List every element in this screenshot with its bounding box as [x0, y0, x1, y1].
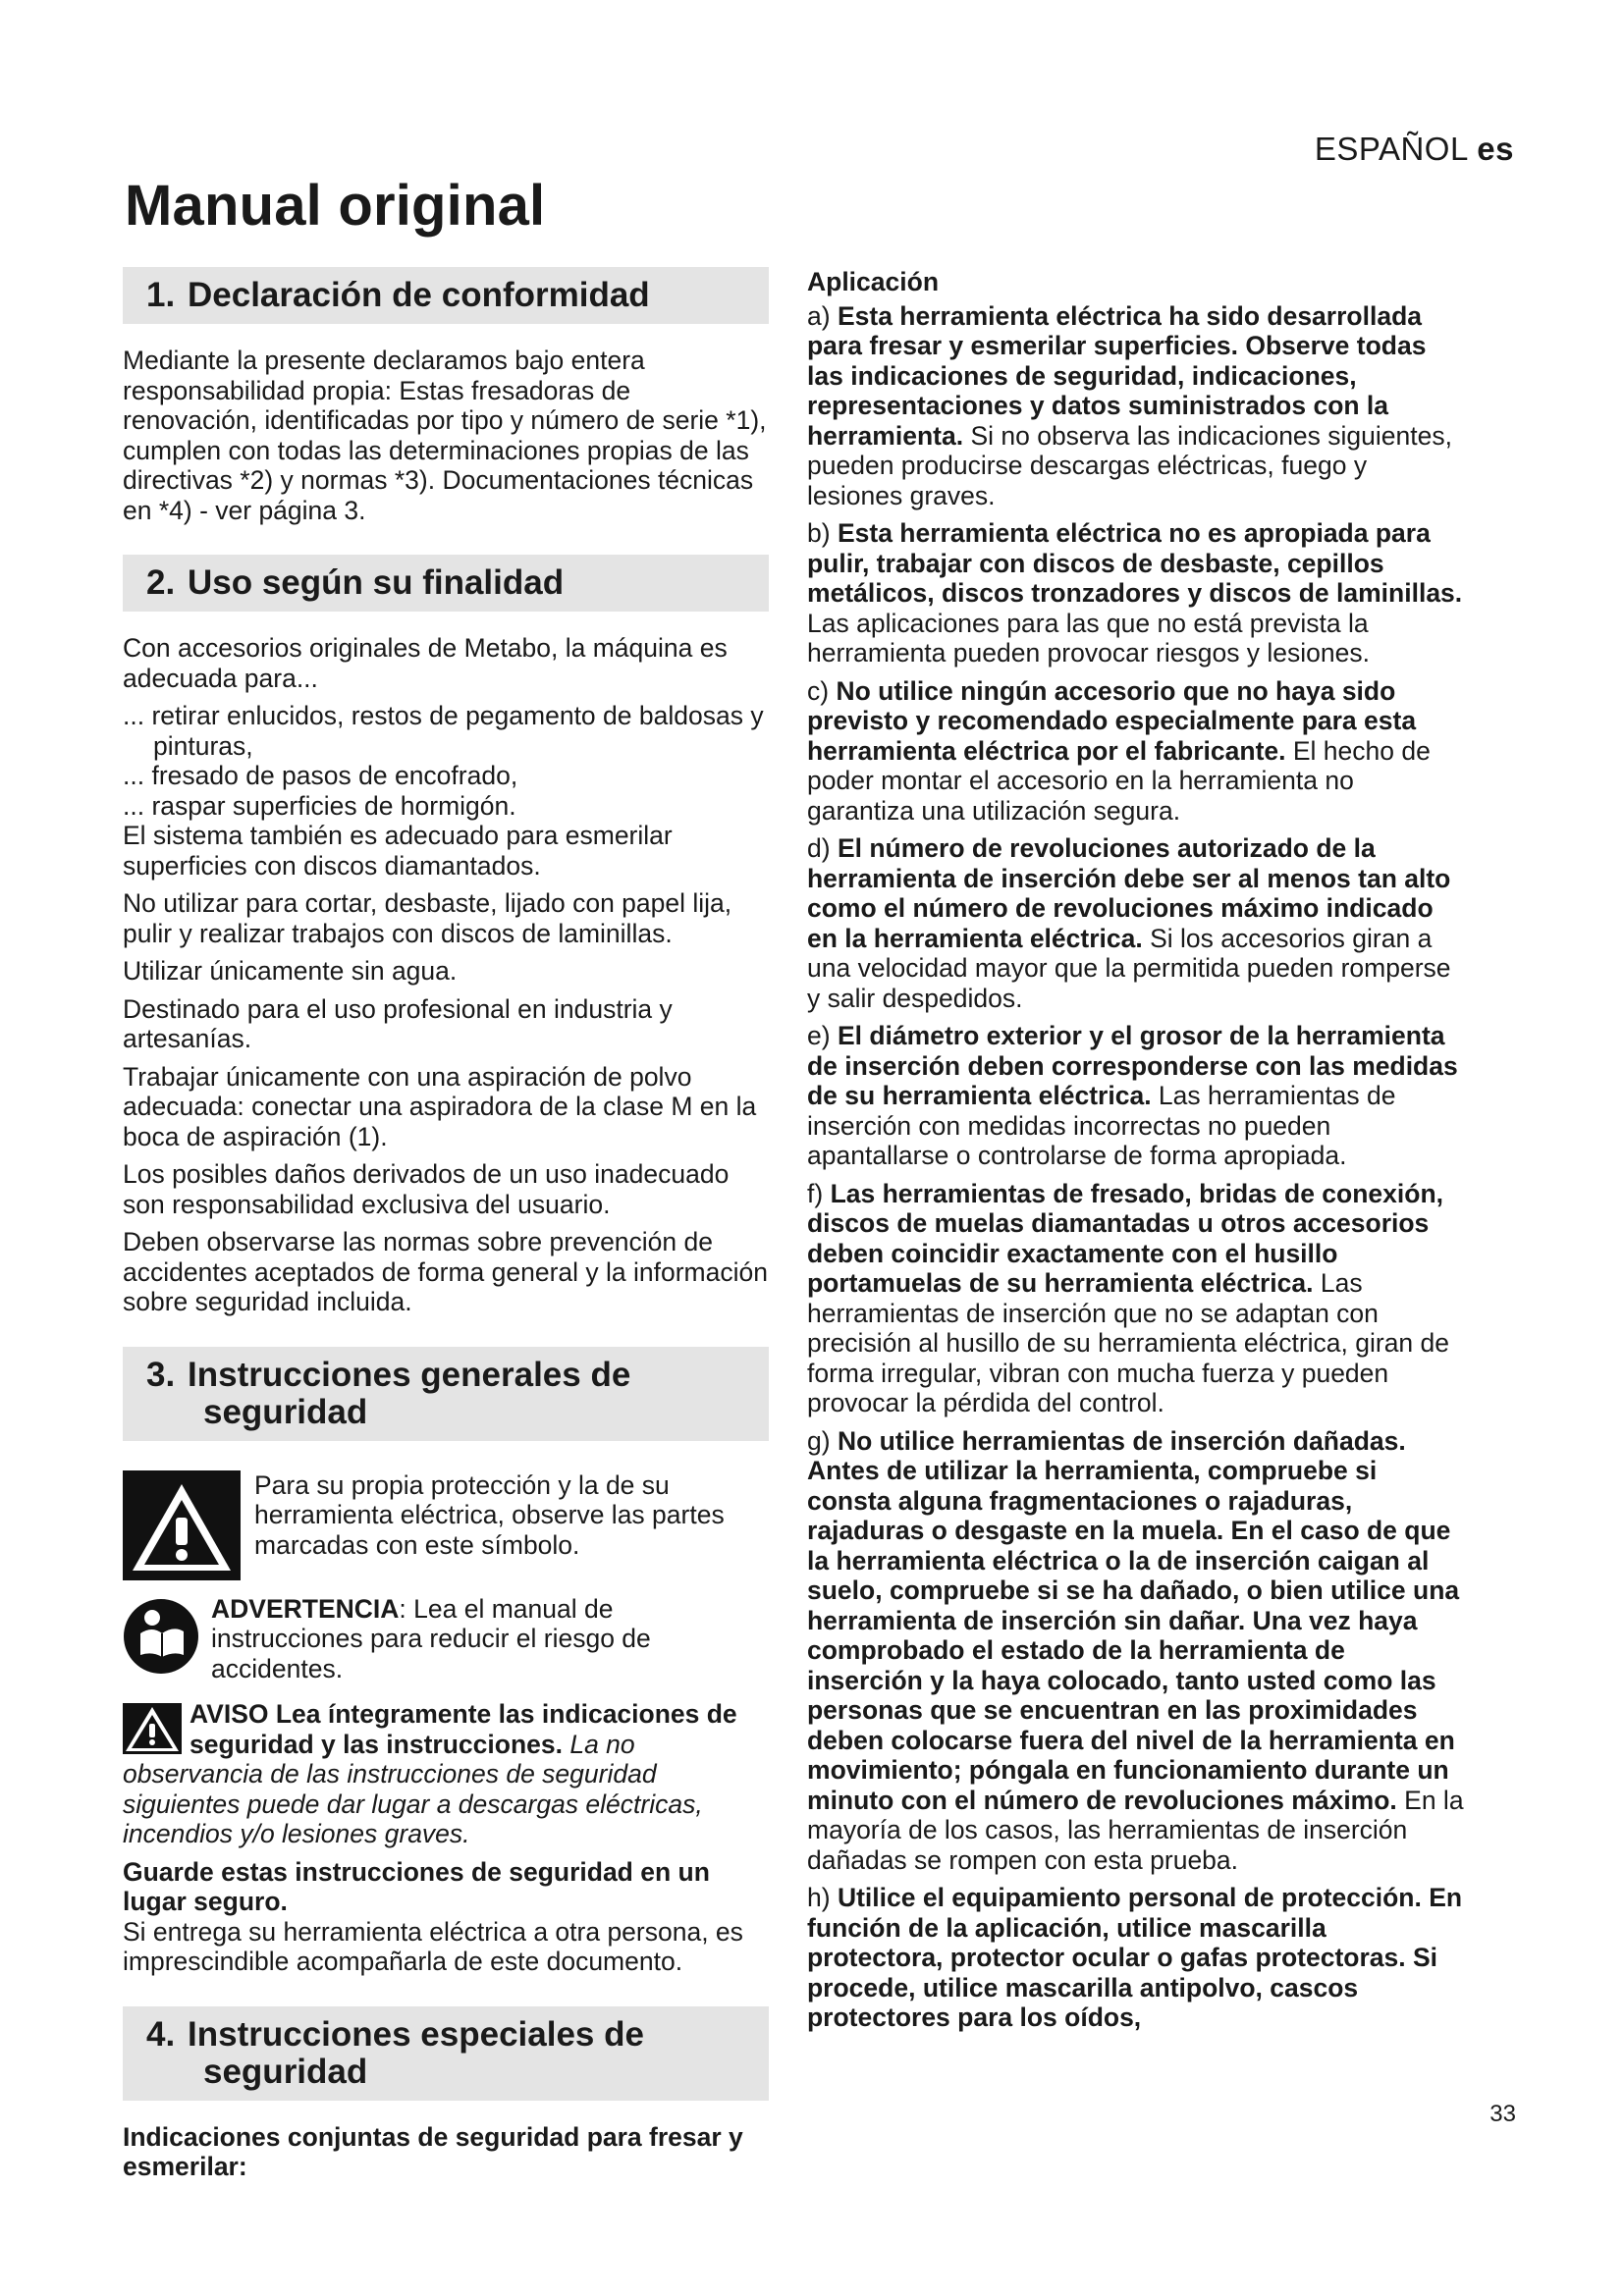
section-number: 1.	[146, 276, 176, 314]
section-title: Instrucciones especiales de	[188, 2014, 644, 2054]
item-bold: No utilice herramientas de inserción dañadas. Antes de utilizar la herramienta, compruebe si consta alguna fragmentaciones o rajaduras, rajaduras o desgaste en la muela. En el caso de que la herramienta eléctrica o la de inserción caigan al suelo, compruebe si se ha dañado, o bien utilice una herramienta de inserción sin dañar. Una vez haya comprobado el estado de la herramienta de inserción y la haya colocado, tanto usted como las personas que se encuentran en las proximidades deben colocarse fuera del nivel de la herramienta en movimiento; póngala en funcionamiento durante un minuto con el número de revoluciones máximo.	[807, 1425, 1460, 1815]
paragraph: No utilizar para cortar, desbaste, lijado con papel lija, pulir y realizar trabajos con discos de laminillas.	[123, 888, 732, 948]
item-letter: g)	[807, 1425, 831, 1456]
safety-symbol-text: Para su propia protección y la de su herramienta eléctrica, observe las partes marcadas con este símbolo.	[254, 1469, 725, 1560]
list-item: ... retirar enlucidos, restos de pegamento de baldosas y pinturas,	[123, 701, 764, 761]
item-text: Si los accesorios giran a una velocidad mayor que la permitida pueden romperse y salir despedidos.	[807, 923, 1451, 1013]
read-manual-icon	[123, 1598, 199, 1675]
aviso-bold: AVISO Lea íntegramente las indicaciones de seguridad y las instrucciones.	[189, 1699, 737, 1759]
section-2-heading	[123, 555, 769, 612]
item-letter: h)	[807, 1883, 831, 1912]
item-text: En la mayoría de los casos, las herramientas de inserción dañadas se rompen con esta prueba.	[807, 1785, 1464, 1875]
item-bold: El diámetro exterior y el grosor de la herramienta de inserción deben corresponderse con las medidas de su herramienta eléctrica.	[807, 1021, 1458, 1110]
warning-triangle-icon	[123, 1470, 241, 1580]
read-manual-text	[211, 1594, 769, 1684]
paragraph: Trabajar únicamente con una aspiración de polvo adecuada: conectar una aspiradora de la clase M en la boca de aspiración (1).	[123, 1061, 757, 1151]
item-text: Las aplicaciones para las que no está prevista la herramienta pueden provocar riesgos y lesiones.	[807, 608, 1371, 667]
item-letter: a)	[807, 300, 831, 331]
keep-instructions-heading: Guarde estas instrucciones de seguridad en un lugar seguro.	[123, 1856, 710, 1916]
subheading: Indicaciones conjuntas de seguridad para fresar y esmerilar:	[123, 2121, 743, 2181]
page-title: Manual original	[125, 174, 546, 238]
item-text: Si no observa las indicaciones siguientes, pueden producirse descargas eléctricas, fuego y lesiones graves.	[807, 420, 1452, 510]
item-b	[807, 518, 1465, 668]
item-letter: e)	[807, 1021, 831, 1050]
section-number: 4.	[146, 2014, 176, 2054]
item-h	[807, 1883, 1465, 2033]
keep-instructions-text: Si entrega su herramienta eléctrica a otra persona, es imprescindible acompañarla de este documento.	[123, 1916, 743, 1976]
read-manual-note	[123, 1594, 769, 1684]
paragraph: Los posibles daños derivados de un uso inadecuado son responsabilidad exclusiva del usuario.	[123, 1159, 730, 1219]
section-1-heading	[123, 267, 769, 324]
item-text: Las herramientas de inserción que no se adaptan con precisión al husillo de su herramienta eléctrica, giran de forma irregular, vibran con mucha fuerza y pueden provocar la pérdida del control.	[807, 1268, 1450, 1417]
item-text: Las herramientas de inserción con medidas incorrectas no pueden apantallarse o controlarse de forma apropiada.	[807, 1081, 1396, 1170]
list-item: ... raspar superficies de hormigón.	[123, 790, 516, 821]
section-4-heading	[123, 2006, 769, 2101]
item-text: El hecho de poder montar el accesorio en la herramienta no garantiza una utilización segura.	[807, 735, 1431, 826]
section-number: 3.	[146, 1355, 176, 1394]
paragraph: Con accesorios originales de Metabo, la máquina es adecuada para...	[123, 633, 728, 693]
language-name: ESPAÑOL	[1314, 131, 1468, 167]
paragraph: Utilizar únicamente sin agua.	[123, 956, 458, 986]
warning-triangle-icon	[123, 1703, 182, 1754]
list-item: ... fresado de pasos de encofrado,	[123, 761, 518, 790]
item-a	[807, 301, 1465, 511]
item-bold: Esta herramienta eléctrica ha sido desarrollada para fresar y esmerilar superficies. Observe todas las indicaciones de seguridad, indicaciones, representaciones y datos suministrados con la herramienta.	[807, 300, 1427, 451]
page-number: 33	[1489, 2101, 1516, 2127]
right-column	[807, 267, 1465, 2041]
application-heading: Aplicación	[807, 267, 940, 296]
item-bold: El número de revoluciones autorizado de la herramienta de inserción debe ser al menos tan alto como el número de revoluciones máximo indicado en la herramienta eléctrica.	[807, 833, 1451, 953]
item-bold: Esta herramienta eléctrica no es apropiada para pulir, trabajar con discos de desbaste, cepillos metálicos, discos tronzadores y discos de laminillas.	[807, 518, 1463, 608]
warning-text: : Lea el manual de instrucciones para reducir el riesgo de accidentes.	[211, 1593, 651, 1683]
item-bold: No utilice ningún accesorio que no haya sido previsto y recomendado especialmente para esta herramienta eléctrica por el fabricante.	[807, 675, 1417, 766]
section-3-heading	[123, 1347, 769, 1441]
item-g	[807, 1426, 1465, 1876]
paragraph: El sistema también es adecuado para esmerilar superficies con discos diamantados.	[123, 821, 673, 881]
item-letter: d)	[807, 833, 831, 863]
warning-label: ADVERTENCIA	[211, 1593, 400, 1624]
item-c	[807, 676, 1465, 827]
safety-symbol-note	[123, 1470, 769, 1580]
item-letter: f)	[807, 1178, 824, 1208]
paragraph: Destinado para el uso profesional en industria y artesanías.	[123, 993, 673, 1053]
item-e	[807, 1021, 1465, 1171]
left-column	[123, 267, 769, 2182]
item-letter: b)	[807, 518, 831, 548]
language-code: es	[1477, 131, 1514, 167]
section-title: Uso según su finalidad	[188, 563, 565, 602]
section-title-continued: seguridad	[203, 1392, 368, 1431]
section-title: Declaración de conformidad	[188, 276, 650, 314]
item-f	[807, 1179, 1465, 1418]
section-title: Instrucciones generales de	[188, 1355, 631, 1394]
item-bold: Utilice el equipamiento personal de protección. En función de la aplicación, utilice mascarilla protectora, protector ocular o gafas protectoras. Si procede, utilice mascarilla antipolvo, cascos protectores para los oídos,	[807, 1883, 1463, 2032]
section-number: 2.	[146, 563, 176, 602]
item-bold: Las herramientas de fresado, bridas de conexión, discos de muelas diamantadas u otros accesorios deben coincidir exactamente con el husillo portamuelas de su herramienta eléctrica.	[807, 1178, 1443, 1298]
item-d	[807, 833, 1465, 1013]
paragraph: Deben observarse las normas sobre prevención de accidentes aceptados de forma general y la información sobre seguridad incluida.	[123, 1227, 768, 1316]
conformity-text: Mediante la presente declaramos bajo entera responsabilidad propia: Estas fresadoras de renovación, identificadas por tipo y número de serie *1), cumplen con todas las determinaciones propias de las directivas *2) y normas *3). Documentaciones técnicas en *4) - ver página 3.	[123, 346, 767, 525]
aviso-italic: La no observancia de las instrucciones de seguridad siguientes puede dar lugar a descargas eléctricas, incendios y/o lesiones graves.	[123, 1729, 703, 1848]
aviso-paragraph	[123, 1699, 769, 1849]
language-label	[1315, 131, 1514, 168]
section-title-continued: seguridad	[203, 2052, 368, 2091]
item-letter: c)	[807, 675, 830, 706]
